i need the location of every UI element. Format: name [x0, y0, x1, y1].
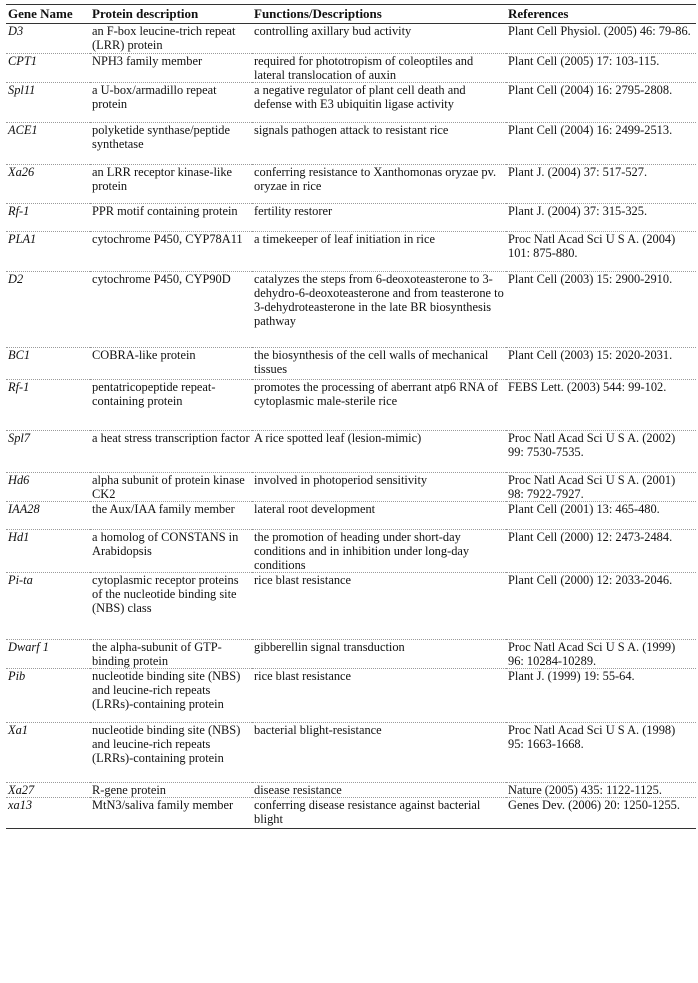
- function-cell: the biosynthesis of the cell walls of mechanical tissues: [254, 348, 489, 376]
- gene-name-cell: Hd1: [8, 530, 30, 544]
- reference-cell: Proc Natl Acad Sci U S A. (2004) 101: 875-880.: [508, 232, 676, 260]
- protein-description-cell: a heat stress transcription factor: [92, 431, 250, 445]
- table-row: [6, 530, 696, 573]
- table-row: [6, 640, 696, 669]
- gene-name-cell: Xa26: [8, 165, 35, 179]
- protein-description-cell: an LRR receptor kinase-like protein: [92, 165, 233, 193]
- gene-name-cell: Rf-1: [8, 380, 30, 394]
- table-row: [6, 473, 696, 502]
- table-row: [6, 272, 696, 348]
- protein-description-cell: NPH3 family member: [92, 54, 203, 68]
- gene-name-cell: Xa1: [8, 723, 28, 737]
- header-row: [6, 5, 696, 24]
- function-cell: controlling axillary bud activity: [254, 24, 412, 38]
- reference-cell: Proc Natl Acad Sci U S A. (2002) 99: 7530-7535.: [508, 431, 676, 459]
- table-row: [6, 669, 696, 723]
- table-row: [6, 431, 696, 473]
- gene-table: [6, 4, 696, 829]
- reference-cell: Plant Cell Physiol. (2005) 46: 79-86.: [508, 24, 691, 38]
- table-row: [6, 165, 696, 204]
- protein-description-cell: nucleotide binding site (NBS) and leucine-rich repeats (LRRs)-containing protein: [92, 669, 241, 711]
- gene-name-cell: BC1: [8, 348, 31, 362]
- gene-name-cell: Rf-1: [8, 204, 30, 218]
- protein-description-cell: MtN3/saliva family member: [92, 798, 234, 812]
- protein-description-cell: the alpha-subunit of GTP-binding protein: [92, 640, 222, 668]
- table-row: [6, 54, 696, 83]
- gene-name-cell: IAA28: [8, 502, 40, 516]
- table-row: [6, 24, 696, 54]
- gene-name-cell: Pi-ta: [8, 573, 33, 587]
- table-row: [6, 502, 696, 530]
- protein-description-cell: R-gene protein: [92, 783, 166, 797]
- function-cell: fertility restorer: [254, 204, 333, 218]
- table-row: [6, 723, 696, 783]
- function-cell: conferring resistance to Xanthomonas oryzae pv. oryzae in rice: [254, 165, 497, 193]
- reference-cell: Plant Cell (2000) 12: 2033-2046.: [508, 573, 673, 587]
- reference-cell: Plant J. (1999) 19: 55-64.: [508, 669, 635, 683]
- reference-cell: FEBS Lett. (2003) 544: 99-102.: [508, 380, 667, 394]
- protein-description-cell: cytochrome P450, CYP90D: [92, 272, 231, 286]
- reference-cell: Plant Cell (2003) 15: 2900-2910.: [508, 272, 673, 286]
- table-row: [6, 798, 696, 829]
- reference-cell: Nature (2005) 435: 1122-1125.: [508, 783, 662, 797]
- gene-name-cell: D2: [8, 272, 24, 286]
- function-cell: gibberellin signal transduction: [254, 640, 405, 654]
- reference-cell: Proc Natl Acad Sci U S A. (1999) 96: 10284-10289.: [508, 640, 676, 668]
- protein-description-cell: the Aux/IAA family member: [92, 502, 235, 516]
- table-row: [6, 232, 696, 272]
- table-row: [6, 123, 696, 165]
- protein-description-cell: an F-box leucine-trich repeat (LRR) protein: [92, 24, 236, 52]
- gene-name-cell: Spl11: [8, 83, 36, 97]
- reference-cell: Plant J. (2004) 37: 315-325.: [508, 204, 648, 218]
- protein-description-cell: a U-box/armadillo repeat protein: [92, 83, 217, 111]
- gene-name-cell: Spl7: [8, 431, 31, 445]
- table-row: [6, 83, 696, 123]
- function-cell: conferring disease resistance against bacterial blight: [254, 798, 481, 826]
- header-gene-name: Gene Name: [6, 5, 90, 24]
- reference-cell: Plant Cell (2003) 15: 2020-2031.: [508, 348, 673, 362]
- protein-description-cell: PPR motif containing protein: [92, 204, 238, 218]
- gene-name-cell: xa13: [8, 798, 33, 812]
- table-row: [6, 783, 696, 798]
- table-row: [6, 380, 696, 431]
- reference-cell: Proc Natl Acad Sci U S A. (2001) 98: 7922-7927.: [508, 473, 676, 501]
- function-cell: promotes the processing of aberrant atp6 RNA of cytoplasmic male-sterile rice: [254, 380, 498, 408]
- reference-cell: Plant Cell (2005) 17: 103-115.: [508, 54, 660, 68]
- function-cell: a timekeeper of leaf initiation in rice: [254, 232, 435, 246]
- protein-description-cell: cytoplasmic receptor proteins of the nucleotide binding site (NBS) class: [92, 573, 239, 615]
- gene-name-cell: Xa27: [8, 783, 35, 797]
- reference-cell: Plant Cell (2001) 13: 465-480.: [508, 502, 660, 516]
- table-row: [6, 573, 696, 640]
- gene-name-cell: D3: [8, 24, 24, 38]
- gene-name-cell: CPT1: [8, 54, 37, 68]
- function-cell: catalyzes the steps from 6-deoxoteasterone to 3-dehydro-6-deoxoteasterone and from teasterone to 3-dehydroteasterone in the late BR biosynthesis pathway: [254, 272, 504, 328]
- function-cell: required for phototropism of coleoptiles and lateral translocation of auxin: [254, 54, 474, 82]
- header-references: References: [506, 5, 696, 24]
- gene-name-cell: Dwarf 1: [8, 640, 49, 654]
- table-body: [6, 24, 696, 829]
- function-cell: rice blast resistance: [254, 669, 352, 683]
- function-cell: signals pathogen attack to resistant rice: [254, 123, 449, 137]
- table-row: [6, 204, 696, 232]
- reference-cell: Plant Cell (2004) 16: 2795-2808.: [508, 83, 673, 97]
- protein-description-cell: polyketide synthase/peptide synthetase: [92, 123, 230, 151]
- gene-name-cell: PLA1: [8, 232, 37, 246]
- protein-description-cell: cytochrome P450, CYP78A11: [92, 232, 243, 246]
- function-cell: the promotion of heading under short-day conditions and in inhibition under long-day conditions: [254, 530, 470, 572]
- protein-description-cell: COBRA-like protein: [92, 348, 196, 362]
- reference-cell: Plant Cell (2004) 16: 2499-2513.: [508, 123, 673, 137]
- reference-cell: Plant J. (2004) 37: 517-527.: [508, 165, 648, 179]
- gene-name-cell: ACE1: [8, 123, 38, 137]
- reference-cell: Plant Cell (2000) 12: 2473-2484.: [508, 530, 673, 544]
- function-cell: involved in photoperiod sensitivity: [254, 473, 428, 487]
- protein-description-cell: pentatricopeptide repeat-containing protein: [92, 380, 216, 408]
- function-cell: a negative regulator of plant cell death and defense with E3 ubiquitin ligase activity: [254, 83, 466, 111]
- protein-description-cell: alpha subunit of protein kinase CK2: [92, 473, 245, 501]
- gene-name-cell: Pib: [8, 669, 26, 683]
- function-cell: rice blast resistance: [254, 573, 352, 587]
- header-protein-description: Protein description: [90, 5, 252, 24]
- function-cell: bacterial blight-resistance: [254, 723, 382, 737]
- function-cell: A rice spotted leaf (lesion-mimic): [254, 431, 422, 445]
- function-cell: lateral root development: [254, 502, 376, 516]
- reference-cell: Genes Dev. (2006) 20: 1250-1255.: [508, 798, 680, 812]
- protein-description-cell: a homolog of CONSTANS in Arabidopsis: [92, 530, 239, 558]
- header-functions: Functions/Descriptions: [252, 5, 506, 24]
- reference-cell: Proc Natl Acad Sci U S A. (1998) 95: 1663-1668.: [508, 723, 676, 751]
- function-cell: disease resistance: [254, 783, 342, 797]
- gene-name-cell: Hd6: [8, 473, 30, 487]
- table-row: [6, 348, 696, 380]
- protein-description-cell: nucleotide binding site (NBS) and leucine-rich repeats (LRRs)-containing protein: [92, 723, 241, 765]
